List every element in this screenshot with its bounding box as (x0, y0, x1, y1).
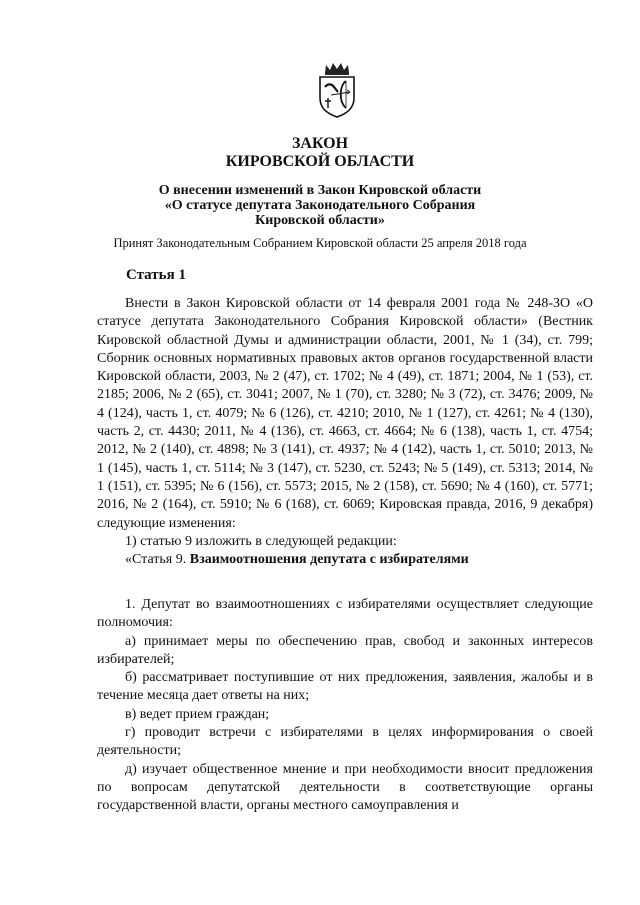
paragraph-b: б) рассматривает поступившие от них предложения, заявления, жалобы и в течение месяца дает ответы на них; (97, 670, 593, 704)
article-9-title: Взаимоотношения депутата с избирателями (189, 552, 469, 568)
intro-paragraph: Внести в Закон Кировской области от 14 февраля 2001 года № 248-ЗО «О статусе депутата Законодательного Собрания Кировской области» (Вестник Кировской областной Думы и администрации области, 2001, № 1 (34), ст. 799; Сборник основных нормативных правовых актов органов государственной власти Кировской области, 2003, № 2 (47), ст. 1702; № 4 (49), ст. 1871; 2004, № 1 (53), ст. 2185; 2006, № 2 (65), ст. 3041; 2007, № 1 (70), ст. 3280; № 3 (72), ст. 3476; 2009, № 4 (124), часть 1, ст. 4079; № 6 (126), ст. 4210; 2010, № 1 (127), ст. 4261; № 4 (130), часть 2, ст. 4430; 2011, № 4 (136), ст. 4663, ст. 4664; № 6 (138), часть 1, ст. 4754; 2012, № 2 (140), ст. 4898; № 3 (141), ст. 4937; № 4 (142), часть 1, ст. 5010; 2013, № 1 (145), часть 1, ст. 5114; № 3 (147), ст. 5230, ст. 5243; № 5 (149), ст. 5313; 2014, № 1 (151), ст. 5395; № 6 (156), ст. 5573; 2015, № 2 (158), ст. 5690; № 4 (160), ст. 5771; 2016, № 2 (164), ст. 5910; № 6 (168), ст. 6069; Кировская правда, 2016, 9 декабря) следующие изменения: (97, 296, 593, 531)
kirov-coat-of-arms-icon (316, 62, 358, 118)
paragraph-a: а) принимает меры по обеспечению прав, свобод и законных интересов избирателей; (97, 633, 593, 667)
law-subtitle (0, 183, 640, 228)
paragraph-1: 1. Депутат во взаимоотношениях с избирателями осуществляет следующие полномочия: (97, 597, 593, 631)
body-section-1 (97, 295, 593, 569)
law-region: КИРОВСКОЙ ОБЛАСТИ (225, 153, 415, 170)
item-1-paragraph: 1) статью 9 изложить в следующей редакции: (125, 533, 397, 549)
article-9-prefix: «Статья 9. (125, 552, 190, 568)
paragraph-g: г) проводит встречи с избирателями в целях информирования о своей деятельности; (97, 725, 593, 759)
paragraph-d: д) изучает общественное мнение и при необходимости вносит предложения по вопросам депутатской деятельности в соответствующие органы государственной власти, органы местного самоуправления и (97, 761, 593, 814)
subtitle-line-2: «О статусе депутата Законодательного Собрания (164, 198, 476, 213)
body-section-2 (97, 596, 593, 816)
subtitle-line-3: Кировской области» (255, 213, 385, 228)
article-9-heading (97, 551, 593, 569)
adoption-note: Принят Законодательным Собранием Кировской области 25 апреля 2018 года (113, 236, 527, 250)
law-title: ЗАКОН (291, 135, 349, 152)
subtitle-line-1: О внесении изменений в Закон Кировской области (158, 183, 482, 198)
article-heading: Статья 1 (126, 267, 186, 283)
paragraph-v: в) ведет прием граждан; (125, 706, 270, 722)
